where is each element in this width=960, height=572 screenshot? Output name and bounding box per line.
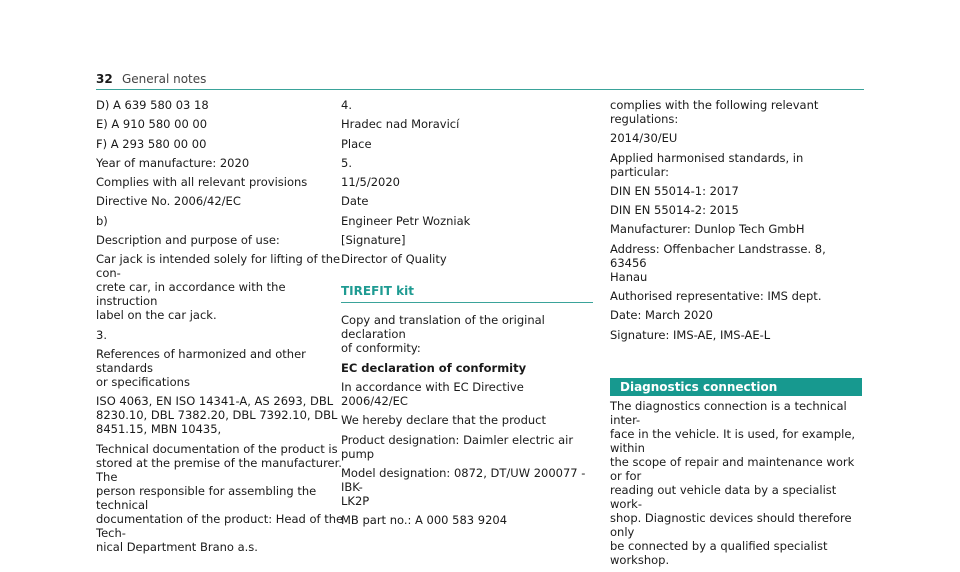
- column-right: [610, 98, 862, 572]
- text-line: MB part no.: A 000 583 9204: [341, 513, 508, 528]
- text-line: Date: [341, 194, 369, 209]
- text-line: In accordance with EC Directive 2006/42/EC: [341, 379, 524, 408]
- text-line: Date: March 2020: [610, 308, 713, 323]
- text-line: Applied harmonised standards, in particular:: [610, 150, 804, 179]
- text-paragraph: Address: Offenbacher Landstrasse. 8, 63456 Hanau: [610, 241, 826, 284]
- text-line: 5.: [341, 155, 352, 170]
- section-heading-tirefit: TIREFIT kit: [341, 284, 593, 303]
- text-line: Hradec nad Moravicí: [341, 117, 460, 132]
- text-line: Product designation: Daimler electric air pump: [341, 432, 574, 461]
- page-header: [96, 72, 864, 92]
- section-heading-diagnostics: Diagnostics connection: [610, 378, 862, 396]
- text-line: 4.: [341, 98, 352, 112]
- text-line: Complies with all relevant provisions: [96, 175, 308, 190]
- page-number: 32: [96, 72, 113, 86]
- text-paragraph: Technical documentation of the product is stored at the premise of the manufacturer. The person responsible for assembling the technical documentation of the product: Head of the Tech- nical Department Brano a.s.: [96, 441, 344, 554]
- text-line: Authorised representative: IMS dept.: [610, 289, 822, 304]
- text-line: [Signature]: [341, 233, 406, 248]
- text-paragraph: References of harmonized and other standards or specifications: [96, 346, 306, 389]
- text-paragraph: Model designation: 0872, DT/UW 200077 - IBK- LK2P: [341, 465, 586, 508]
- text-line: b): [96, 213, 108, 228]
- text-line: Description and purpose of use:: [96, 233, 280, 248]
- text-line: D) A 639 580 03 18: [96, 98, 209, 112]
- text-line: DIN EN 55014-1: 2017: [610, 183, 739, 198]
- text-line: Director of Quality: [341, 252, 447, 267]
- text-line: 2014/30/EU: [610, 131, 678, 146]
- text-paragraph: Car jack is intended solely for lifting of the con- crete car, in accordance with the instruction label on the car jack.: [96, 252, 341, 323]
- header-rule: [96, 89, 864, 90]
- text-line: 11/5/2020: [341, 175, 400, 190]
- text-line: Engineer Petr Wozniak: [341, 213, 471, 228]
- text-line: 3.: [96, 327, 107, 342]
- text-line: Manufacturer: Dunlop Tech GmbH: [610, 222, 805, 237]
- text-line: Place: [341, 136, 372, 151]
- text-line: Signature: IMS-AE, IMS-AE-L: [610, 327, 771, 342]
- text-line: Year of manufacture: 2020: [96, 155, 250, 170]
- text-paragraph: ISO 4063, EN ISO 14341-A, AS 2693, DBL 8230.10, DBL 7382.20, DBL 7392.10, DBL 8451.15, MBN 10435,: [96, 394, 338, 437]
- text-line: F) A 293 580 00 00: [96, 136, 207, 151]
- column-middle: [341, 98, 593, 532]
- ec-declaration-heading: EC declaration of conformity: [341, 360, 527, 375]
- text-paragraph: Copy and translation of the original declaration of conformity:: [341, 313, 545, 356]
- text-paragraph: The diagnostics connection is a technical inter- face in the vehicle. It is used, for example, within the scope of repair and maintenance work or for reading out vehicle data by a specialist work- shop. Diagnostic devices should therefore only be connected by a qualified specialist workshop.: [610, 398, 856, 567]
- column-left: [96, 98, 348, 559]
- text-line: DIN EN 55014-2: 2015: [610, 203, 739, 218]
- text-line: Directive No. 2006/42/EC: [96, 194, 241, 209]
- text-line: complies with the following relevant regulations:: [610, 98, 819, 126]
- text-line: We hereby declare that the product: [341, 413, 547, 428]
- section-title: General notes: [122, 72, 207, 86]
- text-line: E) A 910 580 00 00: [96, 117, 208, 132]
